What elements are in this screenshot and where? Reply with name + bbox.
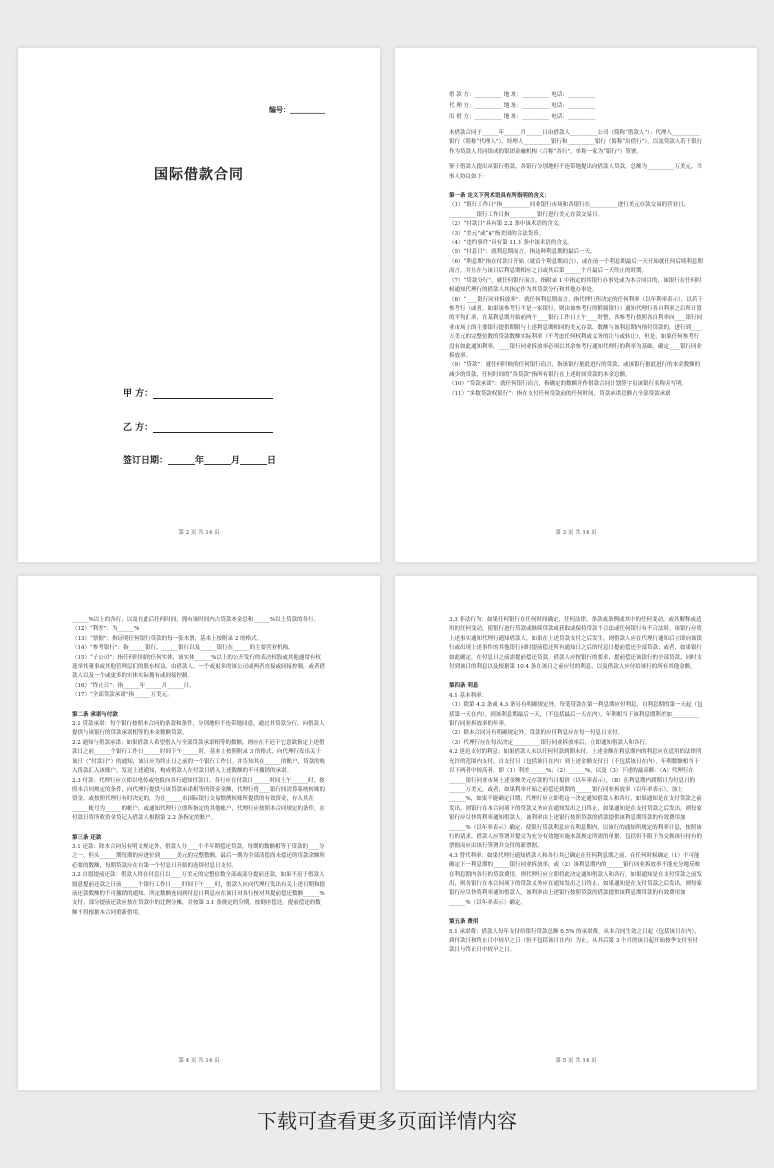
section-heading: 第三条 还款	[72, 834, 102, 841]
section-heading: 第五条 费用	[449, 919, 479, 926]
party-row: 借 款 方：__________ 地 址：__________ 电话：__________	[449, 92, 596, 98]
list-item: （5）“付息日”：就利息期而言，指这种利息期的最后一天。	[449, 249, 596, 256]
sign-date: 签订日期：______年______月______日	[123, 456, 277, 466]
list-item: （14）“参考银行”：指______银行、______银行以及______银行在______的主要营业机构。	[72, 645, 294, 652]
list-item: （11）“多数贷款权银行”：指在支付任何贷款前的任何时间，贷款承诺总额占全部贷款承诺	[449, 390, 671, 397]
paragraph: 2.3 付款：代理行应立即以电传或电报向各行通知付款日。各行应在付款日______时间上午______时，按照本合同规定的条件，向代理行提供与该贷款承诺相等的资金金额，代理行将____银行间清算系统转账的资金，或按照代理行有时决定的，为在______市国际银行交易惯例转账所提供的有效资金，存入其在______帐号为______的帐户，或通知代理行立即所指定的其他帐户，代理行应按照本合同规定的条件，在付款日将所收资金贷记入借款人根据第 2.2 条指定的账户。	[72, 777, 326, 822]
list-item: （9）“贷款”：就任何时候的任何银行而言，指该银行据此进行的贷款，或该银行据此进行的本金数额的减少的贷款，任何时间的“各贷款”指所有银行在上述时间贷款的本金总额。	[449, 362, 701, 378]
page-footer: 第 2 页 共 14 页	[178, 530, 220, 536]
contract-page-3	[395, 48, 757, 562]
paragraph: 4.1 基本利率：	[449, 692, 487, 699]
party-b-field	[123, 420, 273, 433]
paragraph: 3.2 自愿提前还款：借款人得在付息日以____万美元的完整倍数全部或部分提前还款，如果不迟于借款人愿意提前还款之日前______个银行工作日____时间下午____时，借款人应向代理行发出有关上述日期和提前还款数额的不可撤销的通知。所定数额连同到付息日利息应在该日对各行按对其提前偿还数额______%支付。部分提前还款应按在贷款中的比例分摊，并按第 3.1 条规定的分期，按倒序偿还。提前偿还的数额不得根据本合同重新借用。	[72, 872, 326, 916]
list-item: （16）“终止日”：指______年______月______日。	[72, 682, 195, 689]
contract-page-4	[18, 576, 380, 1090]
page-body	[449, 90, 703, 399]
page-body	[449, 616, 703, 956]
list-item: （17）“全部贷款承诺”指______万美元。	[72, 692, 173, 699]
paragraph: （1）除第 4.2 条或 4.3 条另有明确规定外，每笔贷款在第一利息期应付利息，自利息期的第一天起（包括第一天在内），到该利息期最后一天，（不包括最后一天在内），年利相当于该利息期利差加__________银行同业拆放率的年率。	[449, 702, 703, 728]
contract-title: 国际借款合同	[154, 167, 244, 183]
party-b-label: 乙 方：	[123, 423, 154, 433]
page-footer: 第 3 页 共 14 页	[555, 530, 597, 536]
paragraph: 2.1 贷款承诺：每个银行按照本合同的条款和条件，分别地但不连带地同意，通过其贷款分行，向借款人提供与该银行的贷款承诺相等的本金数额贷款。	[72, 721, 325, 737]
contract-page-5	[395, 576, 757, 1090]
paragraph: 3.3 非法行为：如果任何银行在任何时间确定，任何法律、条款或条例或其中的任何变动，或其解释或适用的任何变动，使银行进行贷款或继续贷款或获取或保持贷款不合法或任何银行有不合法时，该银行应将上述事实通知代理行通知借款人，如果在上述贷款支付之后发生，则借款人应在代理行通知后立即向该银行或出现上述事件的其他银行同时提前偿还所有通知日之后的付息日提前偿还全部贷款；或者，如果银行如此确定，在付息日之前需提前偿还贷款，借款人应按银行的要求，提前偿还该银行的全部贷款，同时支付到该日的利息以及根据第 10.4 条在该日之前应付的利息，以及借款人应付给该行的所有其他金额。	[449, 617, 703, 671]
list-item: （2）“付款日”具有第 2.2 条中该术语的含义。	[449, 221, 564, 228]
paragraph: 3.1 还款：除本合同另有明文规定外，借款人分____个半年期偿还贷款，每期的数额相等于贷款的____分之一，但头______期每期的应进位到______美元的完整数额，最后一期为全部清偿尚未偿还的贷款余额所必要的数额，每期贷款应在自第一个付息日开始的连续付息日支付。	[72, 843, 326, 869]
section-heading: 第一条 定义下列术语具有所指明的含义：	[449, 193, 550, 200]
list-item: （13）“票据”：指证明任何银行贷款的每一张本票，基本上按附录 2 的格式。	[72, 635, 263, 642]
paragraph: 鉴于借款人提出从银行借款，各银行分别地但不连带地提出向借款人贷款，总额为__________万美元，当事人协议如下：	[449, 164, 703, 180]
paragraph: 本借款合同于______年______月______日由借款人__________公司（简称“借款人”）；代理人__________银行（简称“代理人”），经理人__________银行和__________银行（简称“出借行”），以及贷款人若干银行作为贷款人共同组成的银团金融机构（合称“各行”，单称一家为“银行”）签署。	[449, 130, 703, 155]
list-item: （10）“贷款承诺”：就任何银行而言，指确定的数额并作借款合同计划签字页该银行名称旁写明。	[449, 381, 688, 388]
paragraph: 2.2 通知与借款承诺：如果借款人希望借入与全部贷款承诺相等的数额，则应在不迟于它意欲指定上述借款日之前______个银行工作日______时间下午______时，基本上按照附录 3 的格式，向代理行发出关于该日（“付款日”）的通知，该日应为终止日之前的一个银行工作日。并告知其在______的账户，贷款的收入货款汇入该账户。发送上述通知，构成借款人在付款日借入上述数额的不可撤销的承诺。	[72, 739, 326, 775]
list-item: （3）“美元”或“$”指美国的合法货币。	[449, 230, 545, 237]
list-item: （15）“子公司”：指任何时间的任何实体，该实体______%以上的公开发行的表决权股或其他通常有权选举其董事或其他管理层们的股东权益，由借款人、一个或更多的该公司或两者直接或间接控制，或者借款人以及一个或更多的实体实际拥有或间接控制。	[72, 654, 326, 680]
party-a-field	[123, 386, 273, 399]
paragraph: 5.1 承诺费：借款人每年支付给银行贷款总额 0.5% 的承诺费，从本合同生效之日起（包括该日在内），到付款日和终止日中较早之日（但不包括该日在内）为止，从其后第 3 个月的该日起开始按季支付至付款日与终止日中较早之日。	[449, 928, 700, 954]
paragraph: （3）代理行应在每次决定__________银行同业拆放率后，立即通知借款人和各行。	[449, 739, 651, 746]
list-item: （7）“贷款分行”，就任何银行而言，指附录 1 中指定的其银行办事处或为本合同目的，该银行在任何时候通知代理行的借款人其指定作为其贷款分行和其他办事处。	[449, 277, 702, 294]
party-row: 出 借 方：__________ 地 址：__________ 电话：__________	[449, 114, 596, 120]
list-item: （4）“违约事件”具有第 11.1 条中该术语的含义。	[449, 240, 573, 247]
page-footer: 第 4 页 共 14 页	[178, 1058, 220, 1064]
page-body	[72, 616, 326, 918]
paragraph: （2）除本合同另有明确规定外，贷款的应付利息应在每一付息日支付。	[449, 730, 624, 737]
party-b-line	[153, 423, 273, 433]
party-a-line	[153, 389, 273, 399]
download-caption[interactable]: 下载可查看更多页面详情内容	[257, 1109, 517, 1133]
party-row: 代 理 方：__________ 地 址：__________ 电话：__________	[449, 103, 596, 109]
list-item: （1）“银行工作日”指__________同业银行市场和各银行在__________进行美元存款交易的营业日，__________银行工作日指__________银行进行美元存款交易日。	[449, 202, 690, 218]
contract-number: 编号：__________	[269, 105, 325, 114]
section-heading: 第二条 承诺与付款	[72, 711, 118, 718]
cover-page	[18, 48, 380, 562]
list-item: （12）“利差”：为______%	[72, 626, 140, 633]
party-a-label: 甲 方：	[123, 389, 154, 399]
list-item: （6）“利息期”指在付款日开始（就首个利息期而言），或在前一个利息期最后一天开始就任何后续利息期而言，并且在与该日后利息期相应之日或其后第______个月最后一天终止的时期。	[449, 258, 703, 275]
paragraph: 4.3 替代利率：如果代理行通知借款人和各行其已确定在任何利息期之前，在任何时候确定（1）不可能确定下一利息期的______银行同业拆放率，或（2）该利息期内的______银行同业拆放率不能充分地反映在利息期内各行的贷款费用，则代理行应立即将此决定通知借款人和各行，如果通知是在支付贷款之前发出，则各银行在本合同项下的贷款义务应在通知发出之日终止，如果通知是在支付贷款之后发出，则每家银行应尽快将利率通知借款人，该利率由上述银行按照贷款的借款提供该利息期贷款的有效费用加______%（以年率表示）确定。	[449, 852, 703, 906]
list-item: （8）“____银行同业拆放率”：就任何利息期而言，指代理行所决定的任何利率（以年利率表示），以若干参考行（或者，如果该参考行不是一家银行，则由该参考行的附属银行）通知代理行各自利率之后所计算的平均汇率，在某利息期开始前两个____银行工作日上午____时整，各参考行按照各自利率向____银行同业市场上的主要银行提供期限与上述利息期相同的美元存款，数额与该利息期内预付贷款的，进行到____万美元的完整倍数的贷款数额实际利率（不考虑任何权利或义务的让与或转让），但是，如果任何参考行没有如此通知利率，____银行同业拆放率必须以其余参考行通知代理行的利率为基础，确定____银行同业拆放率。	[449, 296, 703, 359]
page-footer: 第 5 页 共 14 页	[555, 1058, 597, 1064]
paragraph: 4.2 延迟支付的利息：如果借款人未以任何付款到期未付，上述金额在利息期内的利息应在适用的法律所允许的范围内支付，自支付日（包括该日在内）到上述金额支付日（不包括该日在内），年利数额相当于以下两者中较高者，即（1）利差______%；（2）______%，以及（3）下述的最高额：（A）代理行在______银行同业市场上述金额美元存款的当日报价（以年率表示），（B）在利息期内到期日为付息日的______万美元，或者，如果利率开始之前偿还到期的______银行同业拆放率（以年率表示），加上______%，如果不能确定日期，代理行应立即将这一决定通知借款人和各行，如果通知是在支付贷款之前发出，则银行在本合同项下的贷款义务应在通知发出之日终止，如果通知是在支付贷款之后发出，则每家银行应尽快将利率通知借款人，该利率由上述银行按照贷款的借款提供该利息期贷款的有效费用加______%（以年率表示）确定，使银行贷款利息应在利息期内，以该行的通知所规定的利率计息，按照该行的请求。借款人应签署并提交为充分有效地实施本款规定所需的单据，包括但不限于为交换该行持有的票据而应由该行签署并交付的新票据。	[449, 749, 703, 850]
list-item: ______%以上的各行，以及在此后任何时间，拥有该时间内占贷款本金总和______%以上贷款的各行。	[72, 617, 319, 623]
section-heading: 第四条 利息	[449, 683, 479, 690]
